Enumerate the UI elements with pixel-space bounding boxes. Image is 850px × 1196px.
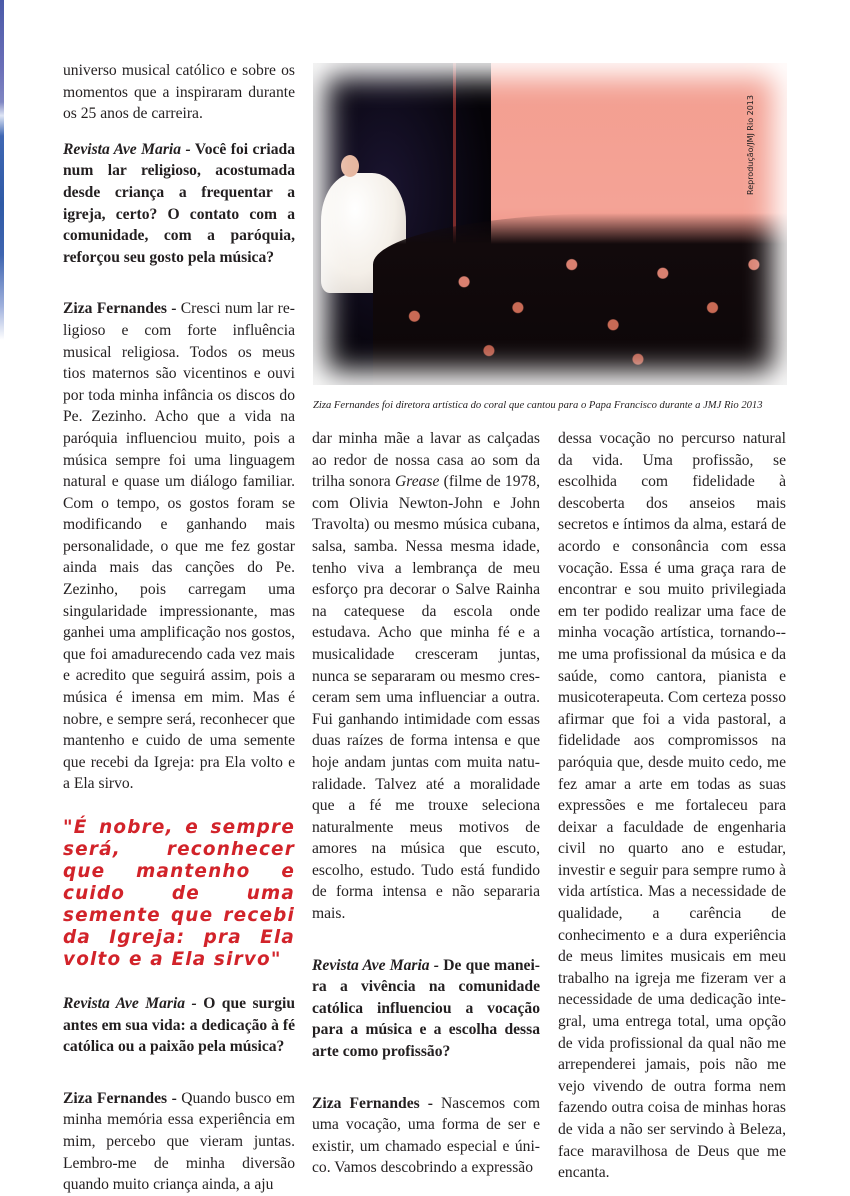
answer-text: Cresci num lar religioso e com forte influência musical religiosa. Todos os meus tios maternos são vicentinos e ouvi por toda minha infância os discos do Pe. Zezinho. Acho que a vida na paróquia influenciou muito, pois a música sempre foi uma linguagem natural e quase um diálogo familiar. Com o tempo, os gostos foram se modificando e ganhando mais personalidade, o que me fez gostar ainda mais das canções do Pe. Zezinho, pois carregam uma singularidade impressionante, mas ganhei uma amplificação nos gostos, que foi amadurecendo cada vez mais e acredito que seguirá assim, pois a música é imensa em mim. Mas é nobre, e sempre será, reconhecer que mantenho e cuido de uma semente que recebi da Igreja: pra Ela volto e a Ela sirvo.: [63, 300, 295, 793]
interviewer-label: Revista Ave Maria -: [63, 995, 197, 1012]
interviewer-label: Revista Ave Maria -: [63, 140, 191, 158]
question-text: De que maneira a vivência na comunidade católica influenciou a vocação para a música e a escolha dessa arte como profissão?: [312, 956, 540, 1061]
answer-text: Quando busco em minha memória essa experiência em mim, percebo que vieram juntas. Lembro-me de minha diversão quando muito criança ainda, a aju: [63, 1089, 295, 1194]
article-column-middle: [312, 428, 540, 1179]
pope-head: [341, 155, 359, 177]
interview-answer-3: [312, 1093, 540, 1179]
interview-answer-2: [63, 1088, 295, 1196]
interview-answer-1: [63, 298, 295, 795]
article-column-left: [63, 60, 295, 1196]
interview-answer-3-continued: dessa vocação no percurso natural da vida. Uma profissão, se escolhida com fidelidade à descoberta dos anseios mais secretos e íntimos da alma, estará de acordo e consonância com essa vocação. Essa é uma graça rara de encontrar e sou muito privilegiada em ter podido realizar uma face de minha vocação artística, tornando--me uma profissional da música e da saúde, como cantora, pianista e musicoterapeuta. Com certeza posso afirmar que foi a vida pastoral, a fidelidade aos compromissos na paróquia que, desde muito cedo, me fez amar a arte em todas as suas expressões e me fortaleceu para deixar a faculdade de engenharia civil no quarto ano e estudar, investir e seguir para sempre rumo à vida artística. Mas a necessidade de qualidade, a carência de conhecimento e a dura experiência de meus limites musicais em meu trabalho na igreja me fizeram ver a necessidade de uma dedicação integral, uma entrega total, uma opção de vida profissional da qual não me arrependerei jamais, pois não me vejo vivendo de outra forma nem fazendo outra coisa de minhas horas de vida a não ser servindo à Beleza, face maravilhosa de Deus que me encanta.: [558, 430, 786, 1182]
interviewee-label: Ziza Fernandes -: [63, 300, 177, 318]
film-title: Grease: [394, 473, 440, 491]
page-edge-stripe: [0, 0, 4, 340]
question-text: Você foi criada num lar religioso, acostumada desde criança a frequentar a igreja, certo? O contato com a comunidade, com a paróquia, reforçou seu gosto pela música?: [63, 140, 295, 266]
intro-paragraph-tail: universo musical católico e sobre os momentos que a inspiraram durante os 25 anos de carreira.: [63, 62, 295, 123]
photo-caption: Ziza Fernandes foi diretora artística do coral que cantou para o Papa Francisco durante a JMJ Rio 2013: [313, 400, 763, 411]
answer-text: (filme de 1978, com Olivia Newton-John e John Travolta) ou mesmo música cubana, salsa, samba. Nessa mesma idade, tenho viva a lembrança de meu esforço pra decorar o Salve Rainha na catequese da escola onde estudava. Acho que minha fé e a musicalidade cresceram juntas, nunca se separaram ou mesmo cresceram sem uma influenciar a outra. Fui ganhando intimidade com essas duas raízes de forma intensa e que hoje andam juntas com muita naturalidade. Talvez até a moralidade que a fé me trouxe seleciona naturalmente meus motivos de amores na música que escuto, escolho, estudo. Tudo está fundido de forma intensa e não separaria mais.: [312, 473, 540, 923]
interview-question-1: [63, 139, 295, 269]
choir-photo: [313, 63, 787, 385]
interviewee-label: Ziza Fernandes -: [312, 1094, 433, 1112]
pull-quote: "É nobre, e sempre será, reconhecer que mantenho e cuido de uma semente que recebi da Igreja: pra Ela volto e a Ela sirvo": [63, 817, 295, 970]
photo-credit: Reprodução/JMJ Rio 2013: [746, 95, 755, 195]
question-text: O que surgiu antes em sua vida: a dedicação à fé católica ou a paixão pela música?: [63, 995, 295, 1056]
choir-group: [373, 213, 787, 385]
interviewee-label: Ziza Fernandes -: [63, 1089, 177, 1107]
answer-text: dar minha mãe a lavar as calçadas ao redor de nossa casa ao som da trilha sonora: [312, 430, 540, 491]
interview-question-2: [63, 993, 295, 1058]
interview-question-3: [312, 955, 540, 1063]
article-column-right: [558, 428, 786, 1184]
answer-text: Nascemos com uma vocação, uma forma de ser e existir, um chamado especial e único. Vamos descobrindo a expressão: [312, 1094, 540, 1177]
interviewer-label: Revista Ave Maria -: [312, 956, 439, 974]
interview-answer-2-continued: [312, 428, 540, 925]
